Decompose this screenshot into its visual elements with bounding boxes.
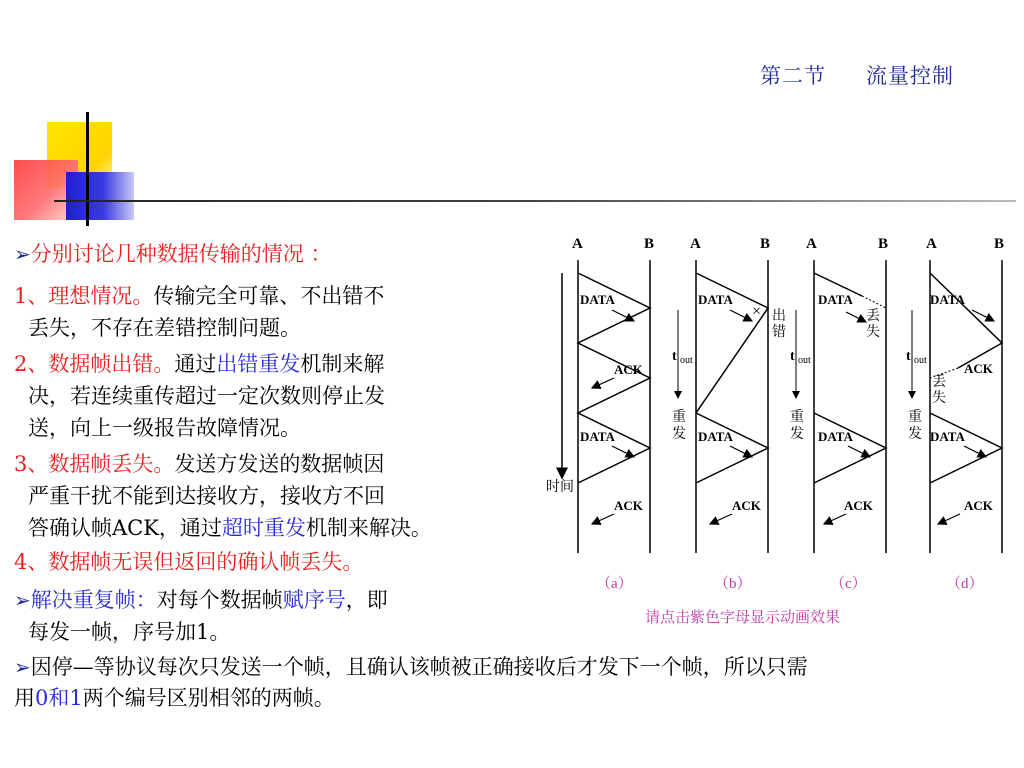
scenario-c xyxy=(790,236,888,553)
svg-text:DATA: DATA xyxy=(698,292,733,307)
svg-text:重: 重 xyxy=(672,410,686,425)
page-header xyxy=(760,60,954,90)
node-b-label: B xyxy=(644,236,655,252)
bullet-arrow-icon: ➢ xyxy=(14,588,31,612)
scenario-d xyxy=(906,236,1004,553)
svg-text:错: 错 xyxy=(772,325,786,340)
svg-text:ACK: ACK xyxy=(614,362,643,377)
svg-text:ACK: ACK xyxy=(844,498,873,513)
caption-d[interactable]: （d） xyxy=(946,576,984,592)
solution-head: 解决重复帧： xyxy=(30,588,157,612)
item-2: 2、数据帧出错。通过出错重发机制来解 xyxy=(14,352,385,376)
bullet-arrow-icon: ➢ xyxy=(14,655,31,679)
time-label: 时间 xyxy=(546,480,574,495)
scenario-a xyxy=(572,236,654,553)
svg-text:out: out xyxy=(798,355,811,366)
svg-text:A: A xyxy=(690,236,701,252)
svg-text:发: 发 xyxy=(790,427,804,442)
decor-vertical-line xyxy=(86,112,89,226)
bullet-arrow-icon: ➢ xyxy=(14,242,31,266)
svg-text:t: t xyxy=(672,349,677,364)
svg-text:DATA: DATA xyxy=(698,429,733,444)
intro-text: 分别讨论几种数据传输的情况 ： xyxy=(30,242,332,266)
item-3-head: 数据帧丢失。 xyxy=(48,452,175,476)
svg-text:A: A xyxy=(806,236,817,252)
caption-b[interactable]: （b） xyxy=(714,576,752,592)
item-4-head: 数据帧无误但返回的确认帧丢失。 xyxy=(48,550,364,574)
svg-text:发: 发 xyxy=(908,427,922,442)
svg-text:B: B xyxy=(994,236,1005,252)
item-3-highlight: 超时重发 xyxy=(221,516,306,540)
svg-text:ACK: ACK xyxy=(732,498,761,513)
decor-horizontal-line xyxy=(54,200,1016,202)
svg-text:失: 失 xyxy=(932,391,946,406)
item-1-head: 理想情况。 xyxy=(48,284,154,308)
solution-line2: 每发一帧，序号加1。 xyxy=(28,620,231,644)
timing-diagram-svg xyxy=(540,228,1024,598)
decor-blue-square xyxy=(66,172,134,220)
svg-text:ACK: ACK xyxy=(964,361,993,376)
svg-text:DATA: DATA xyxy=(818,292,853,307)
seq-zero: 0 xyxy=(35,686,49,710)
svg-text:t: t xyxy=(790,349,795,364)
scenario-b xyxy=(672,236,786,553)
item-2-line3: 送，向上一级报告故障情况。 xyxy=(28,416,301,440)
svg-text:重: 重 xyxy=(908,410,922,425)
svg-text:DATA: DATA xyxy=(580,292,615,307)
svg-text:out: out xyxy=(914,355,927,366)
svg-text:失: 失 xyxy=(866,325,880,340)
solution-line: ➢解决重复帧：对每个数据帧赋序号，即 xyxy=(14,588,388,612)
svg-text:B: B xyxy=(760,236,771,252)
svg-text:DATA: DATA xyxy=(930,429,965,444)
caption-a[interactable]: （a） xyxy=(596,576,633,592)
bottom-note: ➢因停—等协议每次只发送一个帧，且确认该帧被正确接收后才发下一个帧，所以只需 用0和1两个编号区别相邻的两帧。 xyxy=(14,655,808,710)
item-2-head: 数据帧出错。 xyxy=(48,352,175,376)
seq-one: 1 xyxy=(69,686,83,710)
section-label: 第二节 xyxy=(760,64,826,88)
node-a-label: A xyxy=(572,236,583,252)
svg-text:发: 发 xyxy=(672,427,686,442)
svg-text:出: 出 xyxy=(772,309,786,324)
item-4: 4、数据帧无误但返回的确认帧丢失。 xyxy=(14,550,364,574)
svg-text:丢: 丢 xyxy=(932,375,946,390)
stop-and-wait-diagram xyxy=(540,228,1024,598)
svg-text:重: 重 xyxy=(790,410,804,425)
svg-text:B: B xyxy=(878,236,889,252)
item-3-line3: 答确认帧ACK，通过超时重发机制来解决。 xyxy=(28,516,432,540)
item-2-highlight: 出错重发 xyxy=(216,352,301,376)
svg-text:A: A xyxy=(926,236,937,252)
animation-hint: 请点击紫色字母显示动画效果 xyxy=(645,608,841,626)
topic-label: 流量控制 xyxy=(866,64,954,88)
svg-text:out: out xyxy=(680,355,693,366)
cross-icon: × xyxy=(752,303,762,320)
intro-line xyxy=(14,238,331,270)
item-1: 1、理想情况。传输完全可靠、不出错不 xyxy=(14,284,385,308)
svg-text:DATA: DATA xyxy=(930,292,965,307)
svg-text:ACK: ACK xyxy=(614,498,643,513)
item-3-line2: 严重干扰不能到达接收方，接收方不回 xyxy=(28,484,385,508)
svg-text:DATA: DATA xyxy=(580,429,615,444)
item-3: 3、数据帧丢失。发送方发送的数据帧因 xyxy=(14,452,385,476)
svg-text:DATA: DATA xyxy=(818,429,853,444)
caption-c[interactable]: （c） xyxy=(830,576,867,592)
svg-text:丢: 丢 xyxy=(866,309,880,324)
svg-text:t: t xyxy=(906,349,911,364)
item-2-line2: 决，若连续重传超过一定次数则停止发 xyxy=(28,384,385,408)
svg-text:ACK: ACK xyxy=(964,498,993,513)
item-1-line2: 丢失，不存在差错控制问题。 xyxy=(28,316,301,340)
solution-highlight: 赋序号 xyxy=(282,588,346,612)
